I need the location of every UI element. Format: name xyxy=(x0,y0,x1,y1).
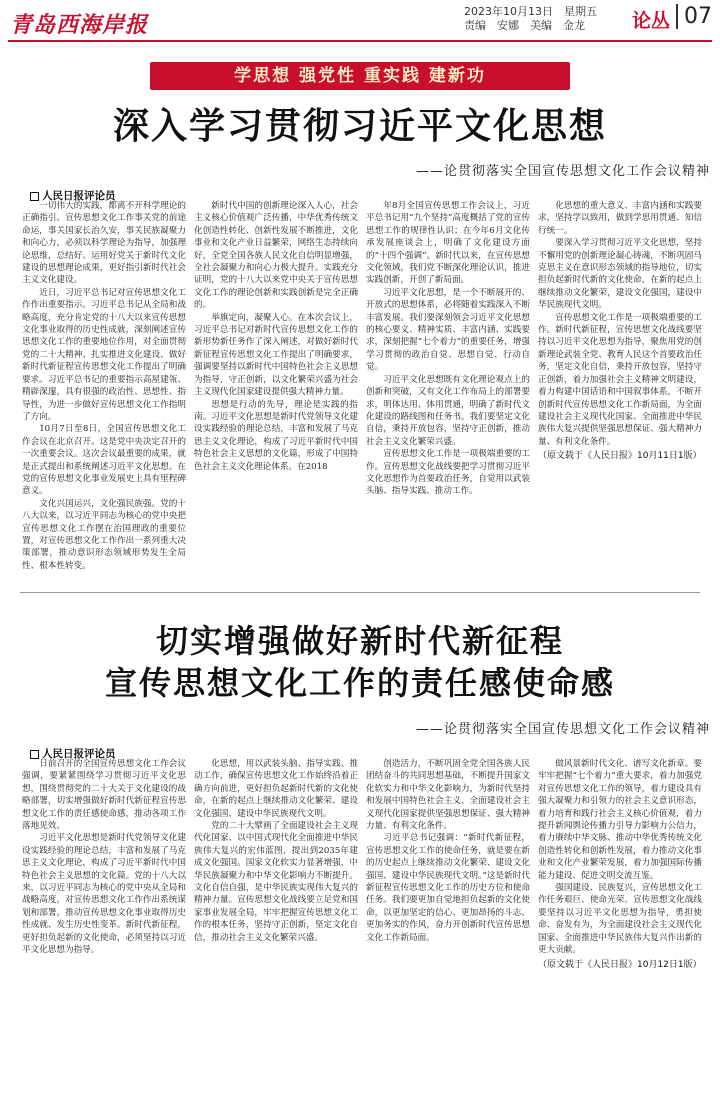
paragraph: 党的二十大擘画了全面建设社会主义现代化国家、以中国式现代化全面推进中华民族伟大复兴的宏伟蓝图，提出到2035年建成文化强国。国家文化软实力显著增强，中华民族凝聚力和中华文化影响力不断提升。文化自信自强，是中华民族实现伟大复兴的精神力量。宣传思想文化战线要立足党和国家事业发展全局，牢牢把握宣传思想文化工作的根本任务，坚持守正创新，坚定文化自信，推动社会主义文化繁荣兴盛。 xyxy=(194,821,358,943)
article1-column-2 xyxy=(194,200,358,578)
article1-body xyxy=(22,200,702,578)
paragraph: 年8月全国宣传思想工作会议上，习近平总书记用“九个坚持”高度概括了党的宣传思想工作的规律性认识；在今年6月文化传承发展座谈会上，明确了文化建设方面的“十四个强调”。新时代以来，在宣传思想文化领域，我们党不断深化理论认识，推进实践创新，开创了新局面。 xyxy=(366,201,530,286)
paragraph: 宣传思想文化工作是一项极端重要的工作。新时代新征程，宣传思想文化战线要坚持以习近平文化思想为指导，聚焦用党的创新理论武装全党、教育人民这个首要政治任务，坚定文化自信，秉持开放包容，坚持守正创新，着力加强社会主义精神文明建设，着力构建中国话语和中国叙事体系，不断开创新时代宣传思想文化工作新局面，为全面建设社会主义现代化国家、全面推进中华民族伟大复兴提供坚强思想保证、强大精神力量、有利文化条件。 xyxy=(538,312,702,447)
paragraph: 创造活力，不断巩固全党全国各族人民团结奋斗的共同思想基础，不断提升国家文化软实力和中华文化影响力，为新时代坚持和发展中国特色社会主义、全面建设社会主义现代化国家提供坚强思想保证、强大精神力量、有利文化条件。 xyxy=(366,759,530,832)
masthead-rule xyxy=(8,40,712,42)
paragraph: 近日，习近平总书记对宣传思想文化工作作出重要指示。习近平总书记从全局和战略高度，充分肯定党的十八大以来宣传思想文化事业取得的历史性成就，深刻阐述宣传思想文化工作的重要地位作用，对全面贯彻党的二十大精神、扎实推进文化建设、做好新时代新征程宣传思想文化工作提出了明确要求。习近平总书记的重要指示高屋建瓴、精辟深邃，具有很强的政治性、思想性、指导性，为进一步做好宣传思想文化工作指明了方向。 xyxy=(22,287,186,422)
paragraph: 强国建设、民族复兴，宣传思想文化工作任务艰巨、使命光荣。宣传思想文化战线要坚持以习近平文化思想为指导，勇担使命、奋发有为，为全面建设社会主义现代化国家、全面推进中华民族伟大复兴作出新的更大贡献。 xyxy=(538,883,702,956)
issue-date: 2023年10月13日 xyxy=(464,5,553,18)
article2-column-2 xyxy=(194,758,358,1088)
paragraph: 化思想，用以武装头脑、指导实践、推动工作，确保宣传思想文化工作始终沿着正确方向前进，更好担负起新时代新的文化使命，在新的起点上继续推动文化繁荣、建设文化强国、建设中华民族现代文明。 xyxy=(194,759,358,819)
article2-column-3 xyxy=(366,758,530,1088)
article-divider xyxy=(20,592,700,593)
section-name: 论丛 xyxy=(632,10,671,32)
article1-column-1 xyxy=(22,200,186,578)
theme-banner: 学思想 强党性 重实践 建新功 xyxy=(150,62,570,90)
page-number: 07 xyxy=(676,4,712,29)
paragraph: 日前召开的全国宣传思想文化工作会议强调，要紧紧围绕学习贯彻习近平文化思想，围绕贯彻党的二十大关于文化建设的战略部署，切实增强做好新时代新征程宣传思想文化工作的责任感使命感，推动各项工作落地见效。 xyxy=(22,759,186,832)
paragraph: 举旗定向，凝聚人心。在本次会议上，习近平总书记对新时代宣传思想文化工作的新形势新任务作了深入阐述，对做好新时代新征程宣传思想文化工作提出了明确要求，强调要坚持以新时代中国特色社会主义思想为指导，守正创新，以文化繁荣兴盛为社会主义现代化国家建设提供强大精神力量。 xyxy=(194,312,358,398)
article2-body xyxy=(22,758,702,1088)
article2-byline: 人民日报评论员 xyxy=(30,746,116,761)
masthead xyxy=(0,0,720,44)
article1-column-3 xyxy=(366,200,530,578)
editors-credit: 责编 安娜 美编 金龙 xyxy=(464,19,585,32)
article1-source: （原文载于《人民日报》10月11日1版） xyxy=(538,451,702,462)
paragraph: 一切伟大的实践，都离不开科学理论的正确指引。宣传思想文化工作事关党的前途命运，事关国家长治久安，事关民族凝聚力和向心力，必须以科学理论为指导，加强理论思维，总结好、运用好党关于新时代文化建设的思想理论成果，更好指引新时代社会主义文化建设。 xyxy=(22,201,186,286)
paragraph: 新时代中国的创新理论深入人心，社会主义核心价值观广泛传播，中华优秀传统文化创造性转化、创新性发展不断推进，文化事业和文化产业日益繁荣，网络生态持续向好，全党全国各族人民文化自信明显增强，全社会凝聚力和向心力极大提升。实践充分证明，党的十八大以来党中央关于宣传思想文化工作的理论创新和实践创新是完全正确的。 xyxy=(194,201,358,311)
issue-meta xyxy=(464,5,624,33)
article2-column-1 xyxy=(22,758,186,1088)
newspaper-logo: 青岛西海岸报 xyxy=(10,12,149,38)
paragraph: 习近平文化思想既有文化理论观点上的创新和突破，又有文化工作布局上的部署要求，明体达用、体用贯通，明确了新时代文化建设的路线图和任务书。我们要坚定文化自信，秉持开放包容，坚持守正创新，推动社会主义文化繁荣兴盛。 xyxy=(366,374,530,447)
article1-title: 深入学习贯彻习近平文化思想 xyxy=(112,106,607,147)
paragraph: 宣传思想文化工作是一项极端重要的工作。宣传思想文化战线要把学习贯彻习近平文化思想作为首要政治任务，自觉用以武装头脑、指导实践、推动工作。 xyxy=(366,449,530,497)
article2-title-line1: 切实增强做好新时代新征程 xyxy=(155,622,564,660)
article1-subtitle: ——论贯彻落实全国宣传思想文化工作会议精神 xyxy=(415,164,710,179)
paragraph: 思想是行动的先导，理论是实践的指南。习近平文化思想是新时代党领导文化建设实践经验的理论总结，丰富和发展了马克思主义文化理论，构成了习近平新时代中国特色社会主义思想的文化篇，形成了中国特色社会主义文化理论体系。在2018 xyxy=(194,399,358,472)
article2-subtitle: ——论贯彻落实全国宣传思想文化工作会议精神 xyxy=(415,722,710,737)
paragraph: 习近平文化思想是新时代党领导文化建设实践经验的理论总结，丰富和发展了马克思主义文化理论，构成了习近平新时代中国特色社会主义思想的文化篇。党的十八大以来，以习近平同志为核心的党中央从全局和战略高度，对宣传思想文化工作作出系统谋划和部署，推动宣传思想文化事业取得历史性成就、发生历史性变革。新时代新征程，更好担负起新的文化使命，必须坚持以习近平文化思想为指导。 xyxy=(22,833,186,956)
paragraph: 习近平文化思想，是一个不断展开的、开放式的思想体系，必将随着实践深入不断丰富发展。我们要深刻领会习近平文化思想的核心要义、精神实质、丰富内涵、实践要求，深刻把握“七个着力”的重要任务，增强学习贯彻的政治自觉、思想自觉、行动自觉。 xyxy=(366,287,530,373)
paragraph: 习近平总书记强调：“新时代新征程，宣传思想文化工作的使命任务，就是要在新的历史起点上继续推动文化繁荣、建设文化强国、建设中华民族现代文明。”这是新时代新征程宣传思想文化工作的历史方位和使命任务。我们要更加自觉地担负起新的文化使命，以更加坚定的信心、更加昂扬的斗志、更加务实的作风，奋力开创新时代宣传思想文化工作新局面。 xyxy=(366,833,530,943)
paragraph: 10月7日至8日，全国宣传思想文化工作会议在北京召开。这是党中央决定召开的一次重要会议。这次会议最重要的成果，就是正式提出和系统阐述习近平文化思想。在党的宣传思想文化事业发展史上具有里程碑意义。 xyxy=(22,424,186,497)
paragraph: 化思想的重大意义、丰富内涵和实践要求，坚持学以致用，做到学思用贯通、知信行统一。 xyxy=(538,201,702,236)
article2-source: （原文载于《人民日报》10月12日1版） xyxy=(538,959,702,970)
issue-weekday: 星期五 xyxy=(564,5,597,18)
article1-byline: 人民日报评论员 xyxy=(30,188,116,203)
article1-column-4 xyxy=(538,200,702,578)
paragraph: 做风景新时代文化、谱写文化新章。要牢牢把握“七个着力”重大要求，着力加强党对宣传思想文化工作的领导，着力建设具有强大凝聚力和引领力的社会主义意识形态，着力培育和践行社会主义核心价值观，着力提升新闻舆论传播力引导力影响力公信力，着力赓续中华文脉、推动中华优秀传统文化创造性转化和创新性发展，着力推动文化事业和文化产业繁荣发展，着力加强国际传播能力建设、促进文明交流互鉴。 xyxy=(538,759,702,881)
article2-column-4 xyxy=(538,758,702,1088)
article2-title-line2: 宣传思想文化工作的责任感使命感 xyxy=(104,664,615,702)
paragraph: 文化兴国运兴，文化强民族强。党的十八大以来，以习近平同志为核心的党中央把宣传思想文化工作摆在治国理政的重要位置，对宣传思想文化工作作出一系列重大决策部署，推动意识形态领域形势发生全局性、根本性转变。 xyxy=(22,498,186,571)
paragraph: 要深入学习贯彻习近平文化思想，坚持不懈用党的创新理论凝心铸魂，不断巩固马克思主义在意识形态领域的指导地位，切实担负起新时代新的文化使命，在新的起点上继续推动文化繁荣，建设文化强国，建设中华民族现代文明。 xyxy=(538,238,702,311)
